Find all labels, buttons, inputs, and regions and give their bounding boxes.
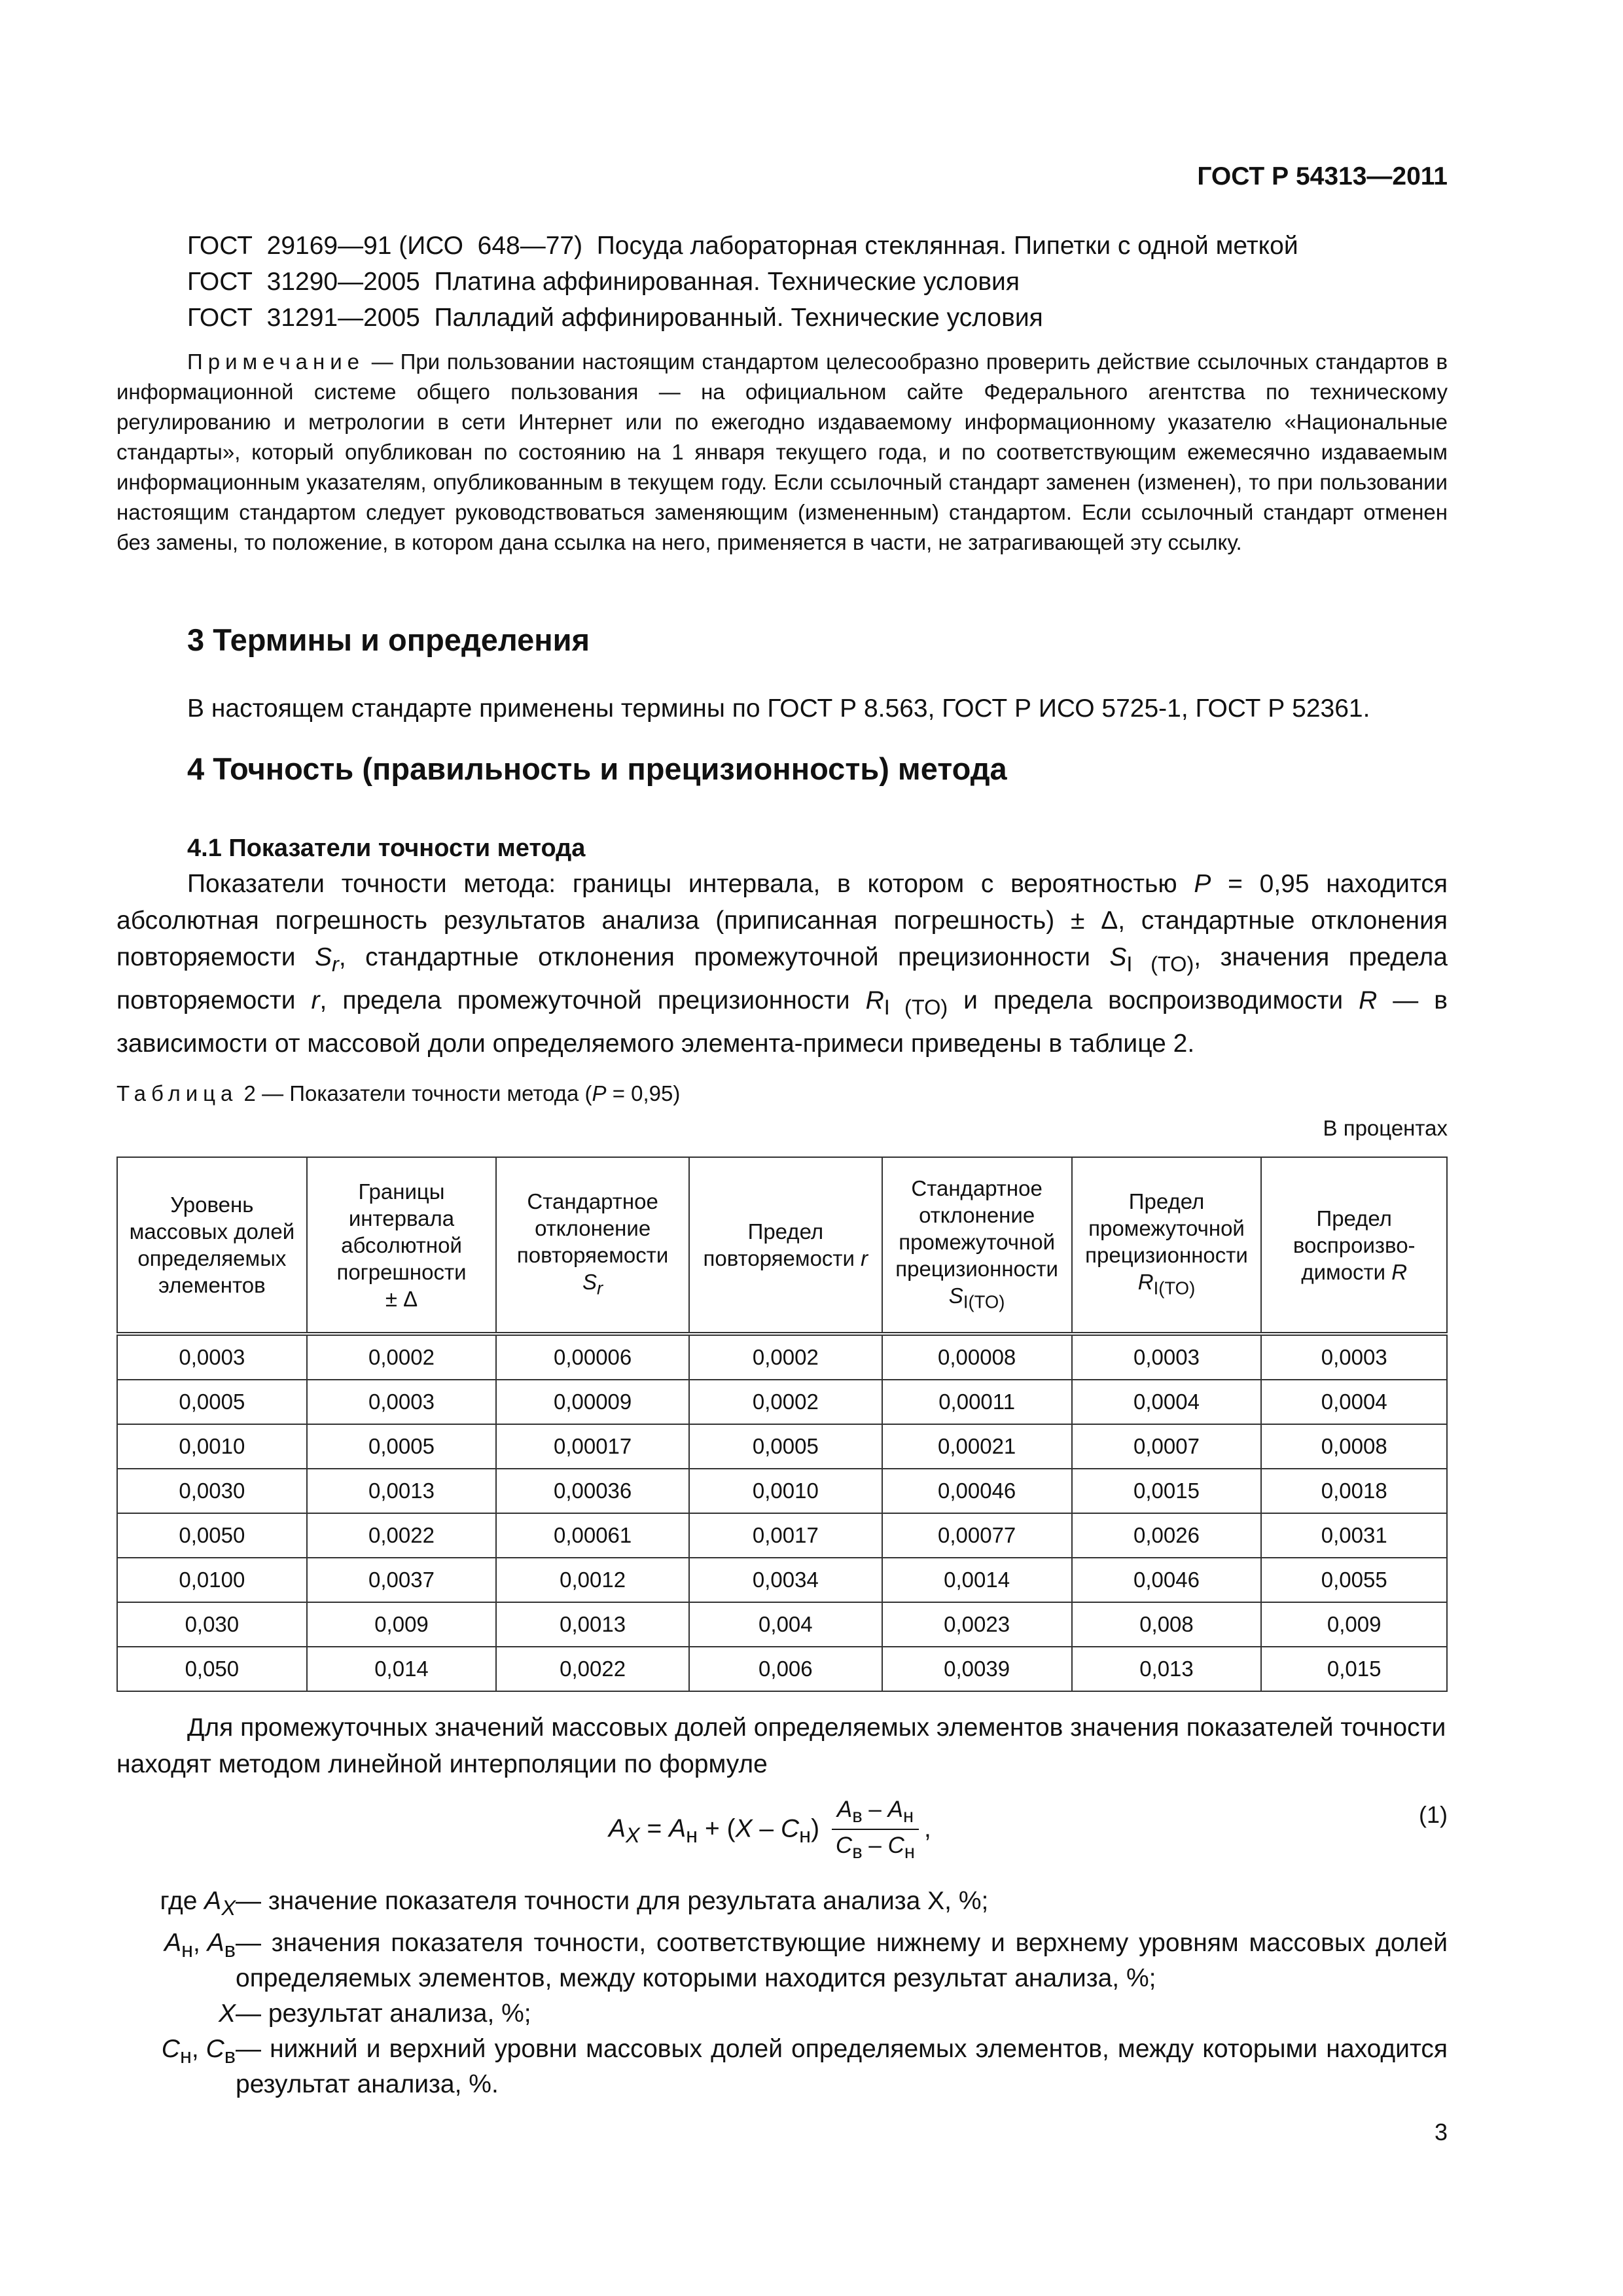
accuracy-table	[116, 1157, 1448, 1692]
formula-fraction: $\frac{A_в - A_н}{C_в - C_н}$	[832, 1797, 919, 1863]
table-row: 0,0100 0,0037 0,0012 0,0034 0,0014 0,0046 0,0055	[117, 1558, 1447, 1602]
legend-item: $A_н$, $A_в$ — значения показателя точности, соответствующие нижнему и верхнему уровням массовых долей определяемых элементов, между которыми находится результат анализа, %;	[164, 1928, 1448, 1992]
header-intermediate-limit: Предел промежуточной прецизионности $R_{I(TO)}$	[1072, 1157, 1262, 1334]
table-row: 0,0003 0,0002 0,00006 0,0002 0,00008 0,0003 0,0003	[117, 1334, 1447, 1380]
table-row: 0,0005 0,0003 0,00009 0,0002 0,00011 0,0004 0,0004	[117, 1380, 1447, 1424]
section-4-1-paragraph: Показатели точности метода: границы интервала, в котором с вероятностью P = 0,95 находится абсолютная погрешность результатов анализа (приписанная погрешность) ± Δ, стандартные отклонения повторяемости $S_r$, стандартные отклонения промежуточной прецизионности $S_{I (TO)}$, значения предела повторяемости r, предела промежуточной прецизионности $R_{I (TO)}$ и предела воспроизводимости R — в зависимости от массовой доли определяемого элемента-примеси приведены в таблице 2.	[116, 870, 1448, 1058]
formula-number: (1)	[1419, 1801, 1448, 1828]
table-header-row	[117, 1157, 1447, 1334]
section-4-heading: 4 Точность (правильность и прецизионность) метода	[187, 751, 1007, 786]
subsection-4-1-heading: 4.1 Показатели точности метода	[187, 834, 586, 862]
document-code: ГОСТ Р 54313—2011	[1197, 162, 1448, 190]
table-row: 0,0050 0,0022 0,00061 0,0017 0,00077 0,0026 0,0031	[117, 1513, 1447, 1558]
table-row: 0,050 0,014 0,0022 0,006 0,0039 0,013 0,015	[117, 1647, 1447, 1691]
page-number: 3	[1434, 2119, 1448, 2145]
reference-item: ГОСТ 31290—2005 Платина аффинированная. Технические условия	[187, 268, 1020, 296]
table-caption: Таблица 2 — Показатели точности метода (P = 0,95)	[116, 1081, 681, 1105]
note-paragraph	[116, 347, 1448, 558]
interpolation-paragraph: Для промежуточных значений массовых долей определяемых элементов значения показателей точности находят методом линейной интерполяции по формуле	[116, 1713, 1446, 1778]
header-repeatability-limit: Предел повторяемости r	[689, 1157, 882, 1334]
reference-list	[187, 228, 1298, 336]
header-error-bounds: Границы интервала абсолютной погрешности ± Δ	[307, 1157, 497, 1334]
header-repeatability-sd: Стандартное отклонение повторяемости $S_r$	[496, 1157, 689, 1334]
legend-item: где $A_X$ — значение показателя точности для результата анализа X, %;	[160, 1887, 989, 1920]
header-intermediate-sd: Стандартное отклонение промежуточной прецизионности $S_{I(TO)}$	[882, 1157, 1072, 1334]
reference-item: ГОСТ 31291—2005 Палладий аффинированный. Технические условия	[187, 304, 1043, 332]
note-text: — При пользовании настоящим стандартом целесообразно проверить действие ссылочных стандартов в информационной системе общего пользования — на официальном сайте Федерального агентства по техническому регулированию и метрологии в сети Интернет или по ежегодно издаваемому информационному указателю «Национальные стандарты», который опубликован по состоянию на 1 января текущего года, и по соответствующим ежемесячно издаваемым информационным указателям, опубликованным в текущем году. Если ссылочный стандарт заменен (изменен), то при пользовании настоящим стандартом следует руководствоваться заменяющим (измененным) стандартом. Если ссылочный стандарт отменен без замены, то положение, в котором дана ссылка на него, применяется в части, не затрагивающей эту ссылку.	[116, 350, 1448, 554]
section-3-heading: 3 Термины и определения	[187, 622, 590, 657]
formula-legend	[116, 1884, 1448, 2102]
header-level: Уровень массовых долей определяемых элементов	[117, 1157, 307, 1334]
legend-item: X — результат анализа, %;	[218, 1999, 531, 2028]
reference-item: ГОСТ 29169—91 (ИСО 648—77) Посуда лабораторная стеклянная. Пипетки с одной меткой	[187, 232, 1298, 260]
header-reproducibility-limit: Предел воспроизво-димости R	[1261, 1157, 1447, 1334]
section-3-text: В настоящем стандарте применены термины по ГОСТ Р 8.563, ГОСТ Р ИСО 5725-1, ГОСТ Р 52361.	[187, 694, 1370, 723]
table-row: 0,0030 0,0013 0,00036 0,0010 0,00046 0,0015 0,0018	[117, 1469, 1447, 1513]
note-label: Примечание	[187, 350, 365, 374]
legend-item: $C_н$, $C_в$ — нижний и верхний уровни массовых долей определяемых элементов, между которыми находится результат анализа, %.	[161, 2034, 1448, 2098]
table-row: 0,0010 0,0005 0,00017 0,0005 0,00021 0,0007 0,0008	[117, 1424, 1447, 1469]
table-row: 0,030 0,009 0,0013 0,004 0,0023 0,008 0,009	[117, 1602, 1447, 1647]
interpolation-formula: $A_X = A_н + (X - C_н)$ $\frac{A_в - A_н}{C_в - C_н}$ ,	[609, 1797, 931, 1863]
table-unit: В процентах	[1323, 1116, 1448, 1140]
